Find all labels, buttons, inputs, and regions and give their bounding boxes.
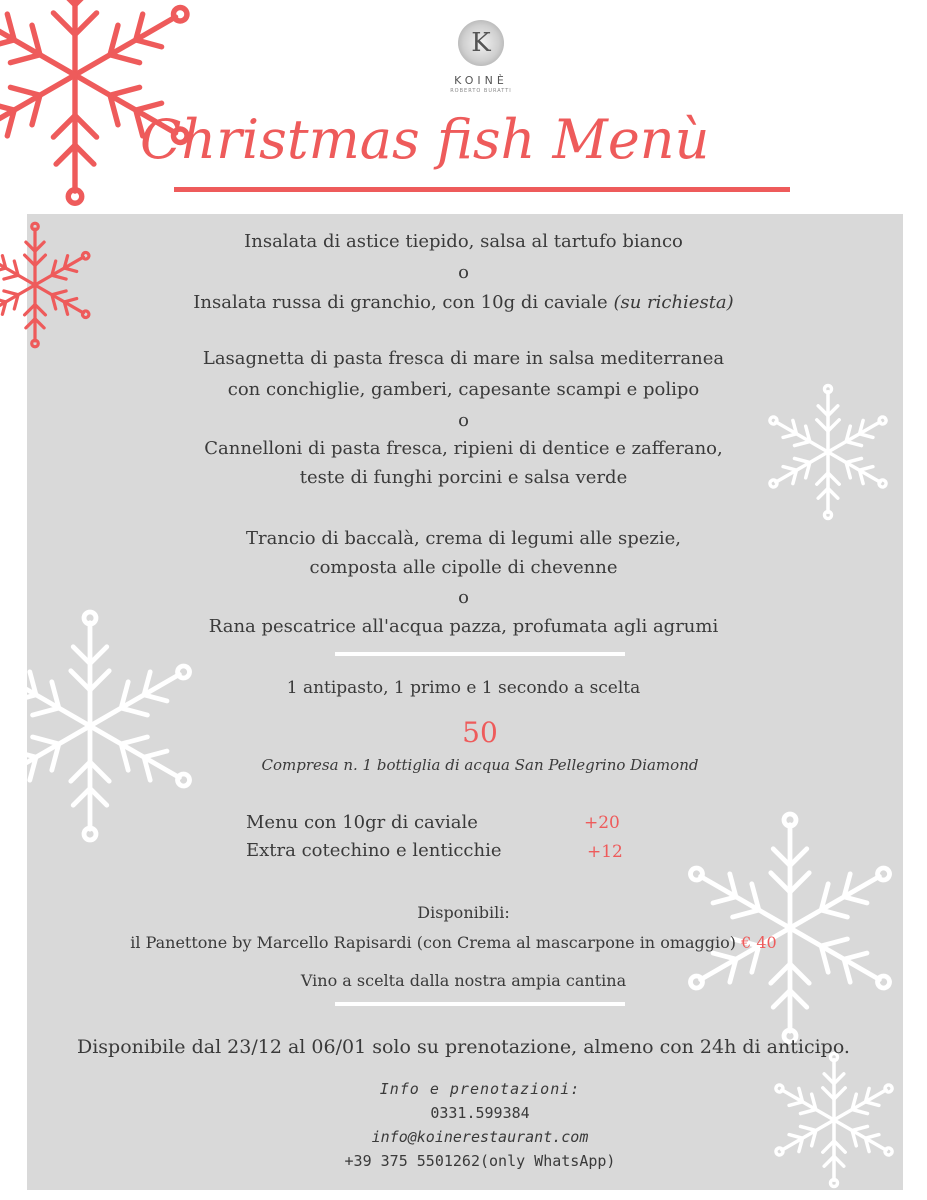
panettone-line bbox=[0, 932, 917, 954]
secondo-separator: o bbox=[458, 587, 469, 608]
section-divider bbox=[335, 1002, 625, 1006]
availability-notice: Disponibile dal 23/12 al 06/01 solo su prenotazione, almeno con 24h di anticipo. bbox=[77, 1036, 850, 1058]
panettone-price: € 40 bbox=[741, 933, 777, 952]
brand-logo bbox=[441, 20, 521, 94]
contact-whatsapp[interactable]: +39 375 5501262(only WhatsApp) bbox=[344, 1152, 616, 1170]
contact-phone[interactable]: 0331.599384 bbox=[430, 1104, 530, 1122]
secondo-option-1-line-2: composta alle cipolle di chevenne bbox=[309, 557, 618, 578]
wine-line: Vino a scelta dalla nostra ampia cantina bbox=[300, 971, 627, 990]
koine-logo-icon: K bbox=[458, 20, 504, 66]
extra-cotechino-label: Extra cotechino e lenticchie bbox=[246, 840, 502, 861]
primo-option-1-line-2: con conchiglie, gamberi, capesante scampi e polipo bbox=[227, 379, 700, 400]
antipasto-option-1: Insalata di astice tiepido, salsa al tartufo bianco bbox=[244, 231, 683, 252]
secondo-option-1-line-1: Trancio di baccalà, crema di legumi alle spezie, bbox=[246, 528, 681, 549]
offer-description: 1 antipasto, 1 primo e 1 secondo a scelta bbox=[286, 678, 641, 698]
contact-email[interactable]: info@koinerestaurant.com bbox=[371, 1128, 589, 1146]
brand-subtitle: ROBERTO BURATTI bbox=[450, 88, 512, 94]
antipasto-option-2-text: Insalata russa di granchio, con 10g di caviale bbox=[193, 292, 608, 313]
contact-heading: Info e prenotazioni: bbox=[379, 1080, 581, 1098]
brand-name: KOINÈ bbox=[454, 74, 508, 87]
snowflake-icon bbox=[0, 0, 210, 210]
primo-option-2-line-1: Cannelloni di pasta fresca, ripieni di dentice e zafferano, bbox=[204, 438, 723, 459]
antipasto-option-2 bbox=[0, 292, 927, 314]
title-divider bbox=[174, 187, 790, 192]
extra-cotechino-price: +12 bbox=[587, 842, 623, 862]
antipasto-option-2-note: (su richiesta) bbox=[613, 292, 734, 313]
section-divider bbox=[335, 652, 625, 656]
offer-note: Compresa n. 1 bottiglia di acqua San Pellegrino Diamond bbox=[261, 756, 699, 774]
extra-caviar-price: +20 bbox=[584, 813, 620, 833]
primo-option-1-line-1: Lasagnetta di pasta fresca di mare in salsa mediterranea bbox=[202, 348, 725, 369]
secondo-option-2: Rana pescatrice all'acqua pazza, profumata agli agrumi bbox=[208, 616, 719, 637]
antipasto-separator: o bbox=[458, 262, 469, 283]
primo-option-2-line-2: teste di funghi porcini e salsa verde bbox=[299, 467, 628, 488]
primo-separator: o bbox=[458, 410, 469, 431]
page-title: Christmas fish Menù bbox=[140, 108, 710, 171]
panettone-text: il Panettone by Marcello Rapisardi (con Crema al mascarpone in omaggio) bbox=[130, 933, 737, 952]
menu-price: 50 bbox=[462, 716, 498, 749]
contact-block bbox=[0, 1077, 927, 1173]
available-heading: Disponibili: bbox=[417, 903, 510, 922]
snowflake-icon bbox=[670, 808, 910, 1048]
extra-caviar-label: Menu con 10gr di caviale bbox=[246, 812, 478, 833]
